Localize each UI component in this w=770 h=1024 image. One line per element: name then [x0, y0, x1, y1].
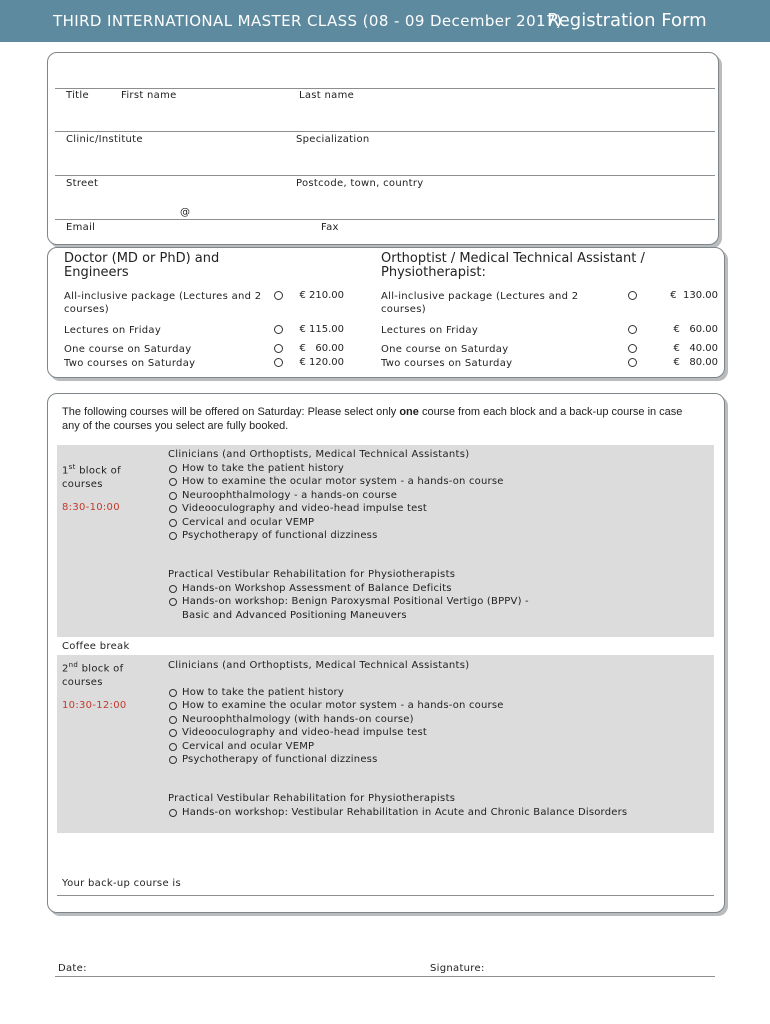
doctors-one-course-price: € 60.00	[299, 343, 344, 354]
course-option[interactable]	[168, 502, 504, 515]
doctors-two-courses-radio[interactable]	[274, 358, 283, 367]
doctors-lectures-label: Lectures on Friday	[64, 325, 162, 336]
course-option-label: How to take the patient history	[182, 463, 344, 474]
courses-intro-text	[62, 405, 702, 433]
ortho-lectures-radio[interactable]	[628, 325, 637, 334]
block2-time: 10:30-12:00	[62, 700, 127, 711]
last-name-field-label: Last name	[299, 90, 355, 101]
block2-clinicians-title: Clinicians (and Orthoptists, Medical Technical Assistants)	[168, 660, 470, 671]
course-option-label: How to take the patient history	[182, 687, 344, 698]
block1-physio-list	[168, 582, 529, 622]
course-option-label: Videooculography and video-head impulse test	[182, 727, 428, 739]
course-option-label: Cervical and ocular VEMP	[182, 740, 315, 752]
block2-name-a: block of	[78, 663, 124, 675]
doctors-heading: Doctor (MD or PhD) and Engineers	[64, 251, 220, 280]
street-field-label: Street	[66, 178, 99, 189]
doctors-lectures-radio[interactable]	[274, 325, 283, 334]
header-title: THIRD INTERNATIONAL MASTER CLASS (08 - 09 December 2017)	[53, 12, 563, 30]
ortho-one-course-radio[interactable]	[628, 344, 637, 353]
header-subtitle: Registration Form	[547, 10, 707, 31]
email-field-label: Email	[66, 222, 96, 233]
block2-clinicians-list	[168, 686, 504, 766]
doctors-two-courses-price: € 120.00	[299, 357, 344, 368]
ortho-lectures-label: Lectures on Friday	[381, 325, 479, 336]
signature-label: Signature:	[430, 963, 485, 974]
orthoptists-heading: Orthoptist / Medical Technical Assistant / Physiotherapist:	[381, 251, 645, 280]
divider	[55, 219, 715, 220]
course-option[interactable]	[168, 699, 504, 712]
doctors-package-label: All-inclusive package (Lectures and 2 courses)	[64, 291, 262, 315]
specialization-field-label: Specialization	[296, 134, 370, 145]
course-option[interactable]	[168, 595, 529, 608]
course-option-label: Neuroophthalmology (with hands-on course)	[182, 713, 414, 725]
course-option-label: How to examine the ocular motor system - a hands-on course	[182, 700, 504, 712]
block1-name	[62, 461, 121, 491]
block1-clinicians-title: Clinicians (and Orthoptists, Medical Technical Assistants)	[168, 449, 470, 460]
block2-name-b: courses	[62, 676, 103, 688]
date-label: Date:	[58, 963, 87, 974]
course-option[interactable]	[168, 489, 504, 502]
ortho-one-course-label: One course on Saturday	[381, 344, 509, 355]
course-option-label: Hands-on workshop: Vestibular Rehabilitation in Acute and Chronic Balance Disorders	[182, 807, 628, 818]
block2-name	[62, 659, 123, 689]
course-option[interactable]	[168, 740, 504, 753]
radio-circle-icon	[169, 478, 177, 486]
ortho-two-courses-label: Two courses on Saturday	[381, 358, 513, 369]
radio-circle-icon	[169, 702, 177, 710]
ortho-package-label: All-inclusive package (Lectures and 2 courses)	[381, 291, 579, 315]
doctors-package-radio[interactable]	[274, 291, 283, 300]
block2-physio-list	[168, 806, 627, 819]
block2-number: 2	[62, 663, 69, 675]
block1-physio-title: Practical Vestibular Rehabilitation for Physiotherapists	[168, 569, 456, 580]
ortho-two-courses-price: € 80.00	[673, 357, 718, 368]
radio-circle-icon	[169, 809, 177, 817]
block1-time: 8:30-10:00	[62, 502, 120, 513]
doctors-two-courses-label: Two courses on Saturday	[64, 358, 196, 369]
ortho-package-radio[interactable]	[628, 291, 637, 300]
course-option-label: Psychotherapy of functional dizziness	[182, 754, 378, 766]
ortho-lectures-price: € 60.00	[673, 324, 718, 335]
doctors-package-price: € 210.00	[299, 290, 344, 301]
backup-course-label: Your back-up course is	[62, 878, 181, 889]
course-option-label: Cervical and ocular VEMP	[182, 516, 315, 528]
radio-circle-icon	[169, 519, 177, 527]
radio-circle-icon	[169, 716, 177, 724]
ortho-one-course-price: € 40.00	[673, 343, 718, 354]
doctors-lectures-price: € 115.00	[299, 324, 344, 335]
course-option[interactable]	[168, 806, 627, 819]
course-option-label: How to examine the ocular motor system - a hands-on course	[182, 476, 504, 488]
course-option-label: Videooculography and video-head impulse test	[182, 503, 428, 515]
radio-circle-icon	[169, 465, 177, 473]
radio-circle-icon	[169, 505, 177, 513]
block2-ordinal: nd	[68, 661, 79, 669]
clinic-field-label: Clinic/Institute	[66, 134, 143, 145]
ortho-package-price: € 130.00	[670, 290, 718, 301]
radio-circle-icon	[169, 598, 177, 606]
divider	[55, 131, 715, 132]
course-option-continuation	[168, 609, 529, 622]
postcode-field-label: Postcode, town, country	[296, 178, 424, 189]
course-option-label: Basic and Advanced Positioning Maneuvers	[182, 609, 407, 621]
course-option-label: Hands-on workshop: Benign Paroxysmal Positional Vertigo (BPPV) -	[182, 596, 529, 608]
intro-text-b: course from each block and a back-up course in case any of the courses you select are fully booked.	[62, 406, 683, 432]
block1-clinicians-list	[168, 462, 504, 542]
intro-text-a: The following courses will be offered on Saturday: Please select only	[62, 406, 400, 418]
course-option[interactable]	[168, 726, 504, 739]
course-option[interactable]	[168, 529, 504, 542]
course-option[interactable]	[168, 686, 504, 699]
course-option[interactable]	[168, 713, 504, 726]
radio-circle-icon	[169, 729, 177, 737]
radio-circle-icon	[169, 689, 177, 697]
course-option-label: Neuroophthalmology - a hands-on course	[182, 489, 398, 501]
course-option[interactable]	[168, 516, 504, 529]
intro-text-bold: one	[399, 406, 419, 418]
page-header	[0, 0, 770, 42]
course-option-label: Hands-on Workshop Assessment of Balance Deficits	[182, 583, 452, 594]
block1-ordinal: st	[68, 463, 76, 471]
first-name-field-label: First name	[121, 90, 177, 101]
block2-physio-title: Practical Vestibular Rehabilitation for Physiotherapists	[168, 793, 456, 804]
radio-circle-icon	[169, 743, 177, 751]
block1-name-b: courses	[62, 478, 103, 490]
doctors-one-course-radio[interactable]	[274, 344, 283, 353]
divider	[55, 88, 715, 89]
title-field-label: Title	[66, 90, 89, 101]
fax-field-label: Fax	[321, 222, 339, 233]
course-option[interactable]	[168, 475, 504, 488]
radio-circle-icon	[169, 585, 177, 593]
coffee-break-label: Coffee break	[62, 641, 130, 652]
block1-number: 1	[62, 465, 69, 477]
radio-circle-icon	[169, 492, 177, 500]
block1-name-a: block of	[75, 465, 121, 477]
personal-details-box	[47, 52, 719, 245]
course-option[interactable]	[168, 462, 504, 475]
course-option-label: Psychotherapy of functional dizziness	[182, 530, 378, 542]
signature-line[interactable]	[55, 976, 715, 977]
at-sign: @	[180, 207, 191, 218]
course-option[interactable]	[168, 582, 529, 595]
ortho-two-courses-radio[interactable]	[628, 358, 637, 367]
radio-circle-icon	[169, 756, 177, 764]
course-option[interactable]	[168, 753, 504, 766]
doctors-one-course-label: One course on Saturday	[64, 344, 192, 355]
divider	[55, 175, 715, 176]
radio-circle-icon	[169, 532, 177, 540]
backup-course-line[interactable]	[57, 895, 714, 896]
